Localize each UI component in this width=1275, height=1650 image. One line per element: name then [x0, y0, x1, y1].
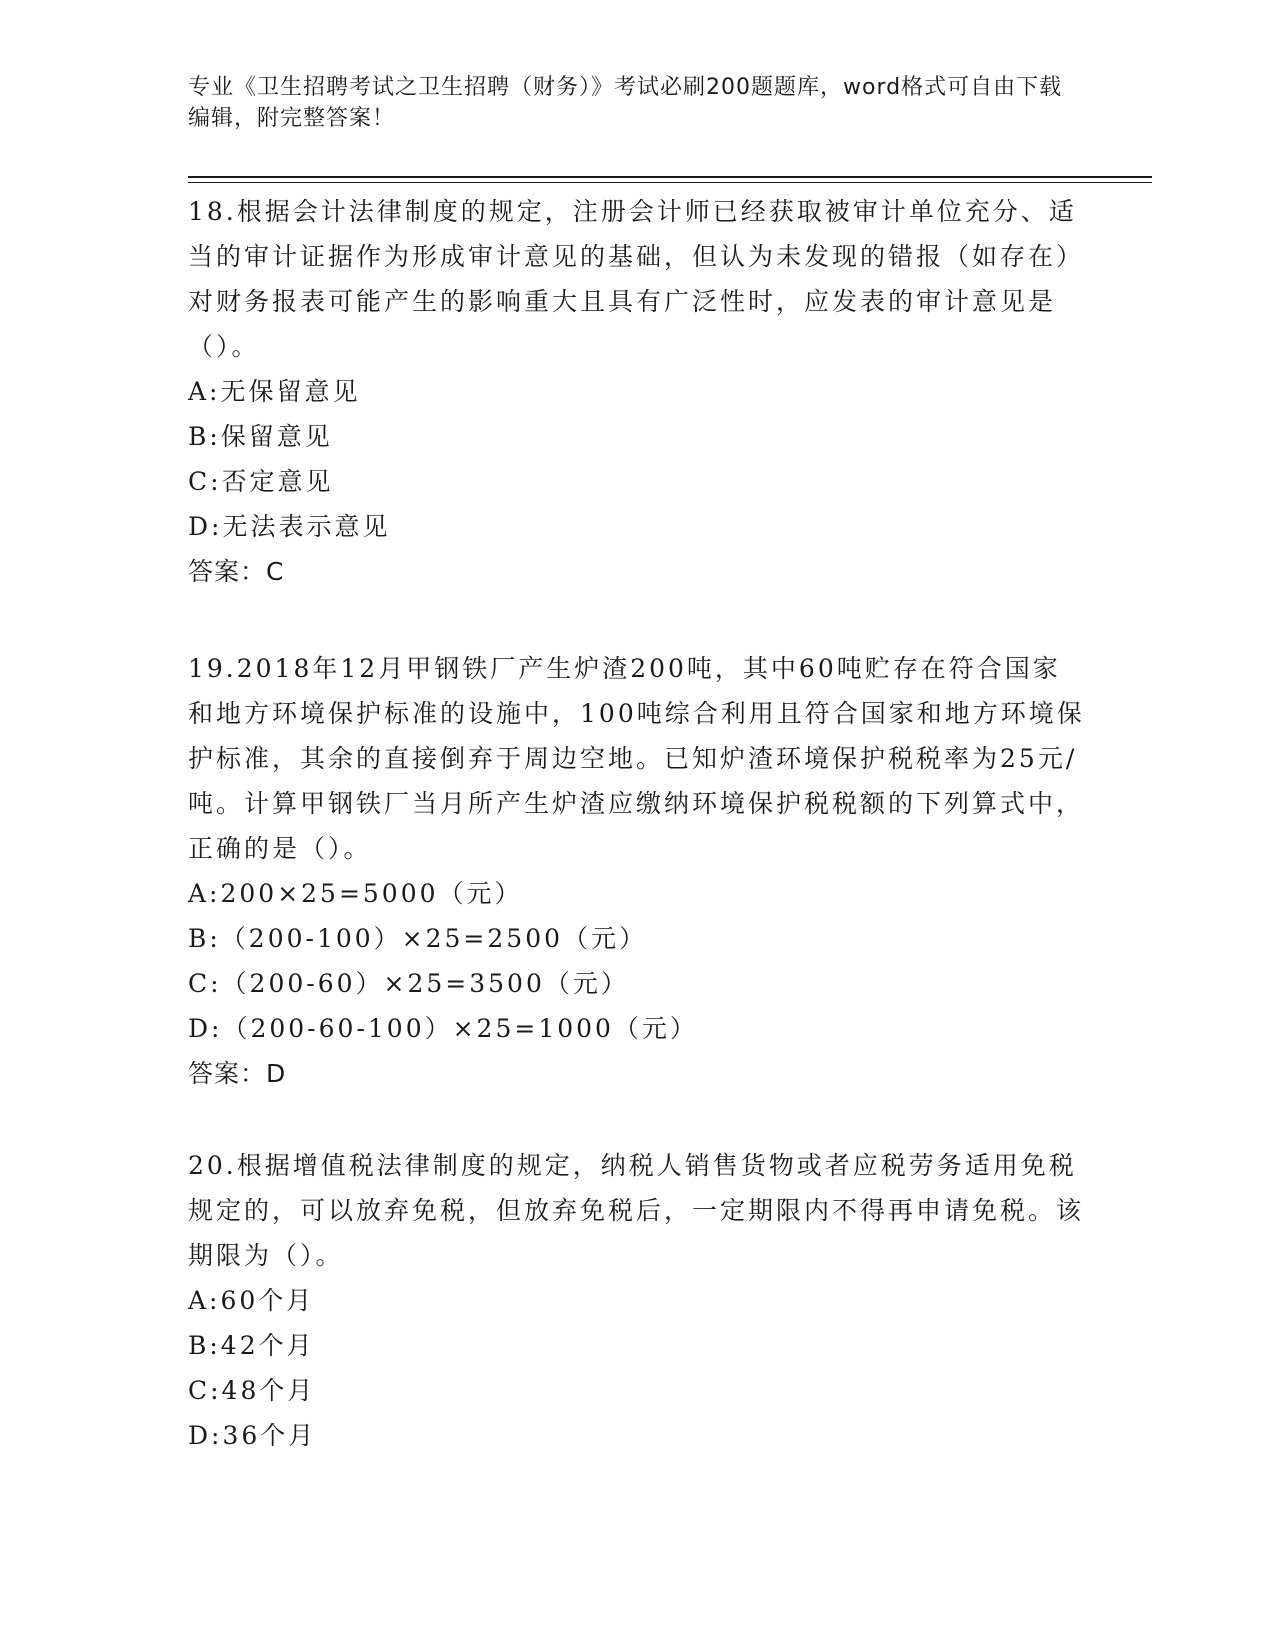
question-19: [188, 646, 1088, 1096]
document-header: 专业《卫生招聘考试之卫生招聘（财务）》考试必刷200题题库，word格式可自由下载编辑，附完整答案！: [188, 75, 1063, 131]
option-d: D:36个月: [188, 1421, 317, 1450]
option-a: A:60个月: [188, 1286, 315, 1315]
option-d: D:（200-60-100）×25=1000（元）: [188, 1014, 698, 1043]
option-c: C:（200-60）×25=3500（元）: [188, 969, 629, 998]
option-a: A:无保留意见: [188, 377, 361, 406]
question-stem: 19.2018年12月甲钢铁厂产生炉渣200吨，其中60吨贮存在符合国家和地方环境保护标准的设施中，100吨综合利用且符合国家和地方环境保护标准，其余的直接倒弃于周边空地。已知炉渣环境保护税税率为25元/吨。计算甲钢铁厂当月所产生炉渣应缴纳环境保护税税额的下列算式中，正确的是（）。: [188, 654, 1085, 863]
header-divider-thin: [188, 182, 1152, 183]
option-c: C:48个月: [188, 1376, 316, 1405]
option-b: B:保留意见: [188, 422, 333, 451]
question-stem: 20.根据增值税法律制度的规定，纳税人销售货物或者应税劳务适用免税规定的，可以放弃免税，但放弃免税后，一定期限内不得再申请免税。该期限为（）。: [188, 1151, 1085, 1270]
answer-line: 答案：D: [188, 1059, 287, 1088]
question-20: [188, 1143, 1088, 1458]
question-18: [188, 189, 1088, 594]
answer-line: 答案：C: [188, 557, 285, 586]
option-d: D:无法表示意见: [188, 512, 391, 541]
header-divider: [188, 176, 1152, 178]
question-stem: 18.根据会计法律制度的规定，注册会计师已经获取被审计单位充分、适当的审计证据作为形成审计意见的基础，但认为未发现的错报（如存在）对财务报表可能产生的影响重大且具有广泛性时，应发表的审计意见是（）。: [188, 197, 1085, 361]
option-b: B:（200-100）×25=2500（元）: [188, 924, 648, 953]
option-b: B:42个月: [188, 1331, 315, 1360]
option-c: C:否定意见: [188, 467, 334, 496]
option-a: A:200×25=5000（元）: [188, 879, 523, 908]
